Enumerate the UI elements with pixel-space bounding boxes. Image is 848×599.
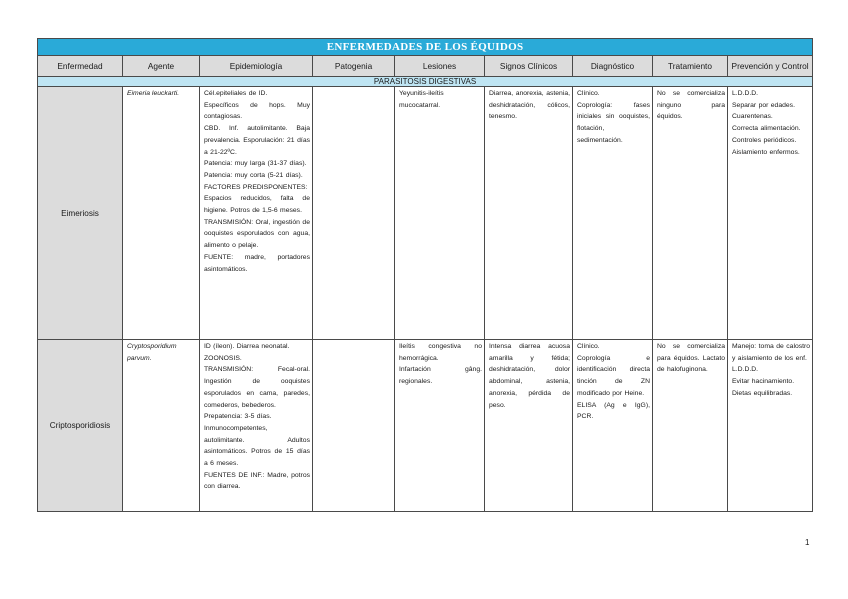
cell-line: No se comercializa ninguno para équidos. (657, 90, 725, 121)
cell-line: Correcta alimentación. (732, 125, 801, 133)
header-cell: Prevención y Control (728, 56, 813, 77)
cell-line: Clínico. (577, 90, 600, 97)
cell-line: Infartación gâng. regionales. (399, 366, 482, 386)
lesions-cell (395, 87, 485, 340)
cell-line: TRANSMISIÓN: Fecal-oral. Ingestión de ooquistes esporulados en cama, paredes, comederos, bebederos. (204, 366, 310, 409)
cell-line: Manejo: toma de calostro y aislamiento de los enf. (732, 343, 811, 362)
cell-line: L.D.D.D. (732, 366, 759, 374)
cell-line: Prepatencia: 3-5 días. (204, 413, 272, 421)
cell-line: Intensa diarrea acuosa amarilla y fétida; deshidratación, dolor abdominal, astenia, anorexia, pérdida de peso. (489, 343, 570, 409)
cell-line: Inmunocompetentes, autolimitante. Adultos asintomáticos. Potros de 15 días a 6 meses. (204, 424, 310, 468)
cell-line: ZOONOSIS. (204, 354, 242, 362)
cell-line: Patencia: muy corta (5-21 días). (204, 171, 303, 179)
disease-name: Eimeriosis (38, 87, 123, 340)
pathogenesis-cell (313, 340, 395, 512)
cell-line: Diarrea, anorexia, astenia, deshidratación, cólicos, tenesmo. (489, 90, 570, 121)
table-row (38, 87, 813, 340)
header-cell: Tratamiento (653, 56, 728, 77)
cell-line: Controles periódicos. (732, 136, 797, 144)
agent-cell: Cryptosporidium parvum. (123, 340, 200, 512)
header-cell: Epidemiología (200, 56, 313, 77)
pathogenesis-cell (313, 87, 395, 340)
signs-cell (485, 340, 573, 512)
diagnosis-cell (573, 87, 653, 340)
treatment-cell (653, 87, 728, 340)
epidemiology-cell (200, 340, 313, 512)
cell-line: Coprología e identificación directa tinción de ZN modificado por Heine. (577, 354, 650, 397)
epidemiology-cell (200, 87, 313, 340)
cell-line: Aislamiento enfermos. (732, 148, 800, 156)
signs-cell (485, 87, 573, 340)
cell-line: Espacios reducidos, falta de higiene. Potros de 1,5-6 meses. (204, 195, 310, 215)
header-cell: Diagnóstico (573, 56, 653, 77)
prevention-cell (728, 87, 813, 340)
header-cell: Agente (123, 56, 200, 77)
cell-line: Yeyunitis-ileítis mucocatarral. (399, 90, 444, 109)
section-heading: PARASITOSIS DIGESTIVAS (38, 77, 813, 87)
cell-line: FUENTES DE INF.: Madre, potros con diarrea. (204, 471, 310, 491)
disease-name: Criptosporidiosis (38, 340, 123, 512)
header-cell: Patogenia (313, 56, 395, 77)
header-cell: Signos Clínicos (485, 56, 573, 77)
diseases-table (37, 38, 813, 512)
cell-line: FUENTE: madre, portadores asintomáticos. (204, 253, 310, 273)
cell-line: Separar por edades. (732, 101, 795, 109)
page-number: 1 (805, 538, 810, 547)
cell-line: Clínico. (577, 343, 600, 350)
cell-line: Cél.epiteliales de ID. (204, 90, 268, 97)
cell-line: Cuarentenas. (732, 113, 773, 121)
cell-line: Dietas equilibradas. (732, 389, 793, 397)
cell-line: FACTORES PREDISPONENTES: (204, 183, 308, 191)
cell-line: ELISA (Ag e IgG), PCR. (577, 401, 650, 421)
prevention-cell (728, 340, 813, 512)
cell-line: Coprología: fases iniciales sin ooquistes, flotación, sedimentación. (577, 101, 650, 144)
diagnosis-cell (573, 340, 653, 512)
cell-line: L.D.D.D. (732, 90, 759, 97)
header-row (38, 56, 813, 77)
lesions-cell (395, 340, 485, 512)
header-cell: Enfermedad (38, 56, 123, 77)
cell-line: ID (íleon). Diarrea neonatal. (204, 343, 290, 350)
treatment-cell (653, 340, 728, 512)
cell-line: Evitar hacinamiento. (732, 378, 795, 386)
cell-line: Específicos de hops. Muy contagiosas. (204, 101, 310, 121)
table-title: ENFERMEDADES DE LOS ÉQUIDOS (38, 39, 813, 56)
agent-cell: Eimeria leuckarti. (123, 87, 200, 340)
cell-line: Patencia: muy larga (31-37 días). (204, 160, 307, 168)
table-row (38, 340, 813, 512)
cell-line: TRANSMISIÓN: Oral, ingestión de ooquistes esporulados con agua, alimento o pelaje. (204, 218, 310, 250)
header-cell: Lesiones (395, 56, 485, 77)
cell-line: Ileítis congestiva no hemorrágica. (399, 343, 482, 362)
cell-line: CBD. Inf. autolimitante. Baja prevalencia. Esporulación: 21 días a 21-22ºC. (204, 125, 310, 156)
cell-line: No se comercializa para équidos. Lactato de halofuginona. (657, 343, 725, 374)
